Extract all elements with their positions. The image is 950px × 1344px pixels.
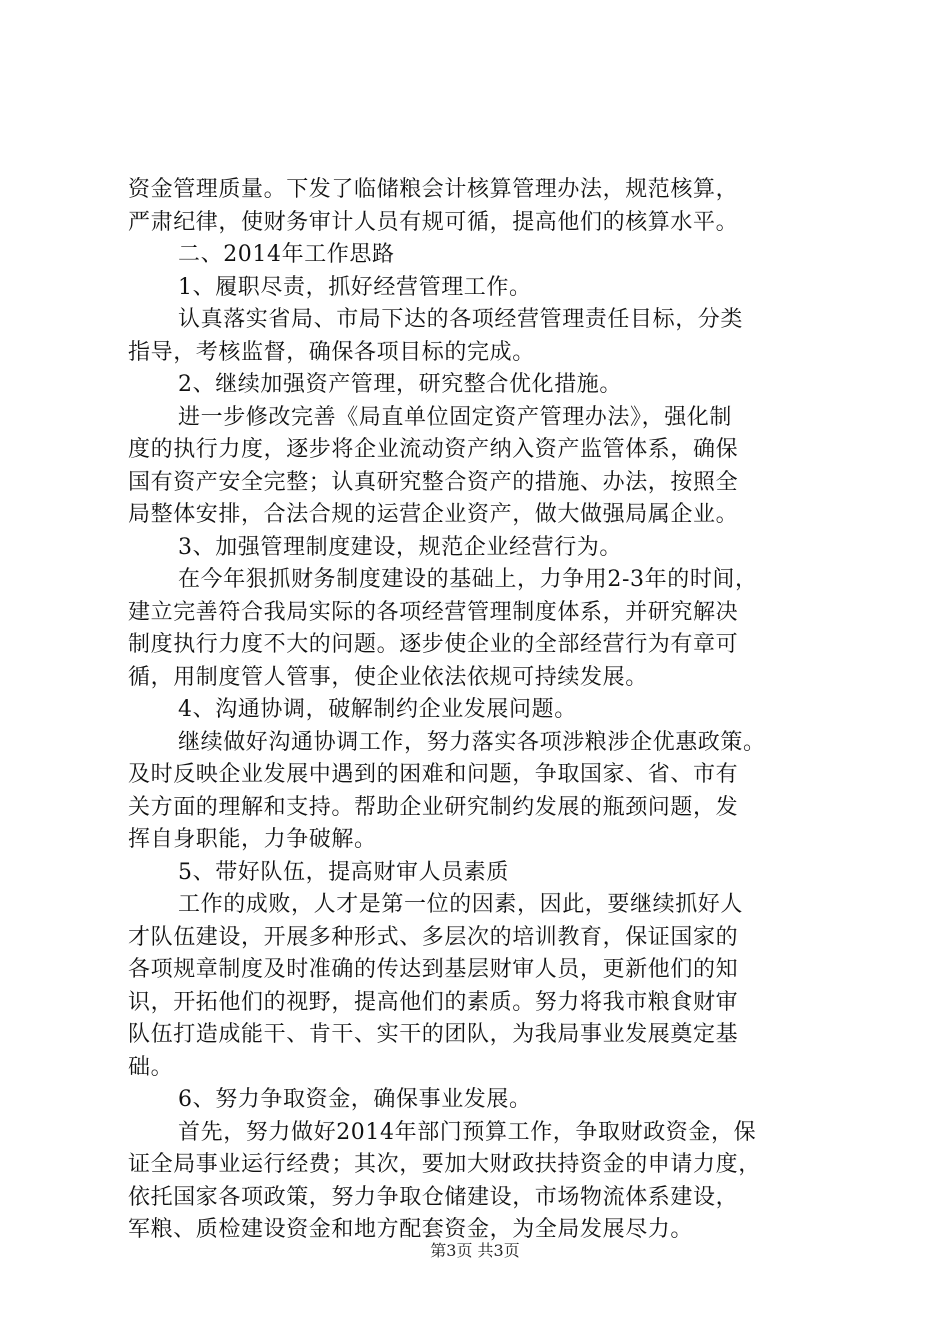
- text-line: 队伍打造成能干、肯干、实干的团队，为我局事业发展奠定基: [128, 1022, 739, 1047]
- text-line: 建立完善符合我局实际的各项经营管理制度体系，并研究解决: [128, 599, 739, 625]
- text-line: 及时反映企业发展中遇到的困难和问题，争取国家、省、市有: [128, 762, 739, 787]
- text-line: 2、继续加强资产管理，研究整合优化措施。: [178, 372, 622, 397]
- text-line: 首先，努力做好2014年部门预算工作，争取财政资金，保: [178, 1119, 757, 1145]
- text-line: 挥自身职能，力争破解。: [128, 827, 377, 852]
- text-line: 循，用制度管人管事，使企业依法依规可持续发展。: [128, 664, 648, 690]
- text-line: 制度执行力度不大的问题。逐步使企业的全部经营行为有章可: [128, 632, 739, 657]
- document-body: [128, 174, 840, 1247]
- text-line: 认真落实省局、市局下达的各项经营管理责任目标，分类: [178, 307, 744, 332]
- text-line: 识，开拓他们的视野，提高他们的素质。努力将我市粮食财审: [128, 989, 739, 1015]
- text-line: 4、沟通协调，破解制约企业发展问题。: [178, 697, 577, 722]
- text-line: 度的执行力度，逐步将企业流动资产纳入资产监管体系，确保: [128, 437, 739, 462]
- text-line: 关方面的理解和支持。帮助企业研究制约发展的瓶颈问题，发: [128, 794, 739, 820]
- text-line: 国有资产安全完整；认真研究整合资产的措施、办法，按照全: [128, 469, 739, 495]
- text-line: 军粮、质检建设资金和地方配套资金，为全局发展尽力。: [128, 1217, 694, 1242]
- text-line: 6、努力争取资金，确保事业发展。: [178, 1087, 532, 1112]
- text-line: 1、履职尽责，抓好经营管理工作。: [178, 274, 532, 300]
- text-line: 局整体安排，合法合规的运营企业资产，做大做强局属企业。: [128, 502, 739, 527]
- text-line: 证全局事业运行经费；其次，要加大财政扶持资金的申请力度，: [128, 1152, 761, 1177]
- text-line: 在今年狠抓财务制度建设的基础上，力争用2-3年的时间，: [178, 567, 758, 592]
- text-line: 础。: [128, 1054, 174, 1080]
- text-line: 各项规章制度及时准确的传达到基层财审人员，更新他们的知: [128, 957, 739, 982]
- text-line: 5、带好队伍，提高财审人员素质: [178, 859, 509, 885]
- text-line: 指导，考核监督，确保各项目标的完成。: [128, 339, 535, 365]
- text-line: 进一步修改完善《局直单位固定资产管理办法》，强化制: [178, 404, 733, 430]
- text-line: 才队伍建设，开展多种形式、多层次的培训教育，保证国家的: [128, 924, 739, 950]
- text-line: 3、加强管理制度建设，规范企业经营行为。: [178, 534, 622, 560]
- text-line: 严肃纪律，使财务审计人员有规可循，提高他们的核算水平。: [128, 209, 739, 235]
- text-line: 依托国家各项政策，努力争取仓储建设，市场物流体系建设，: [128, 1184, 739, 1210]
- page-footer: 第3页 共3页: [430, 1241, 520, 1260]
- text-line: 二、2014年工作思路: [178, 242, 395, 267]
- text-line: 资金管理质量。下发了临储粮会计核算管理办法，规范核算，: [128, 177, 739, 202]
- text-line: 工作的成败，人才是第一位的因素，因此，要继续抓好人: [178, 892, 744, 917]
- text-line: 继续做好沟通协调工作，努力落实各项涉粮涉企优惠政策。: [178, 729, 766, 755]
